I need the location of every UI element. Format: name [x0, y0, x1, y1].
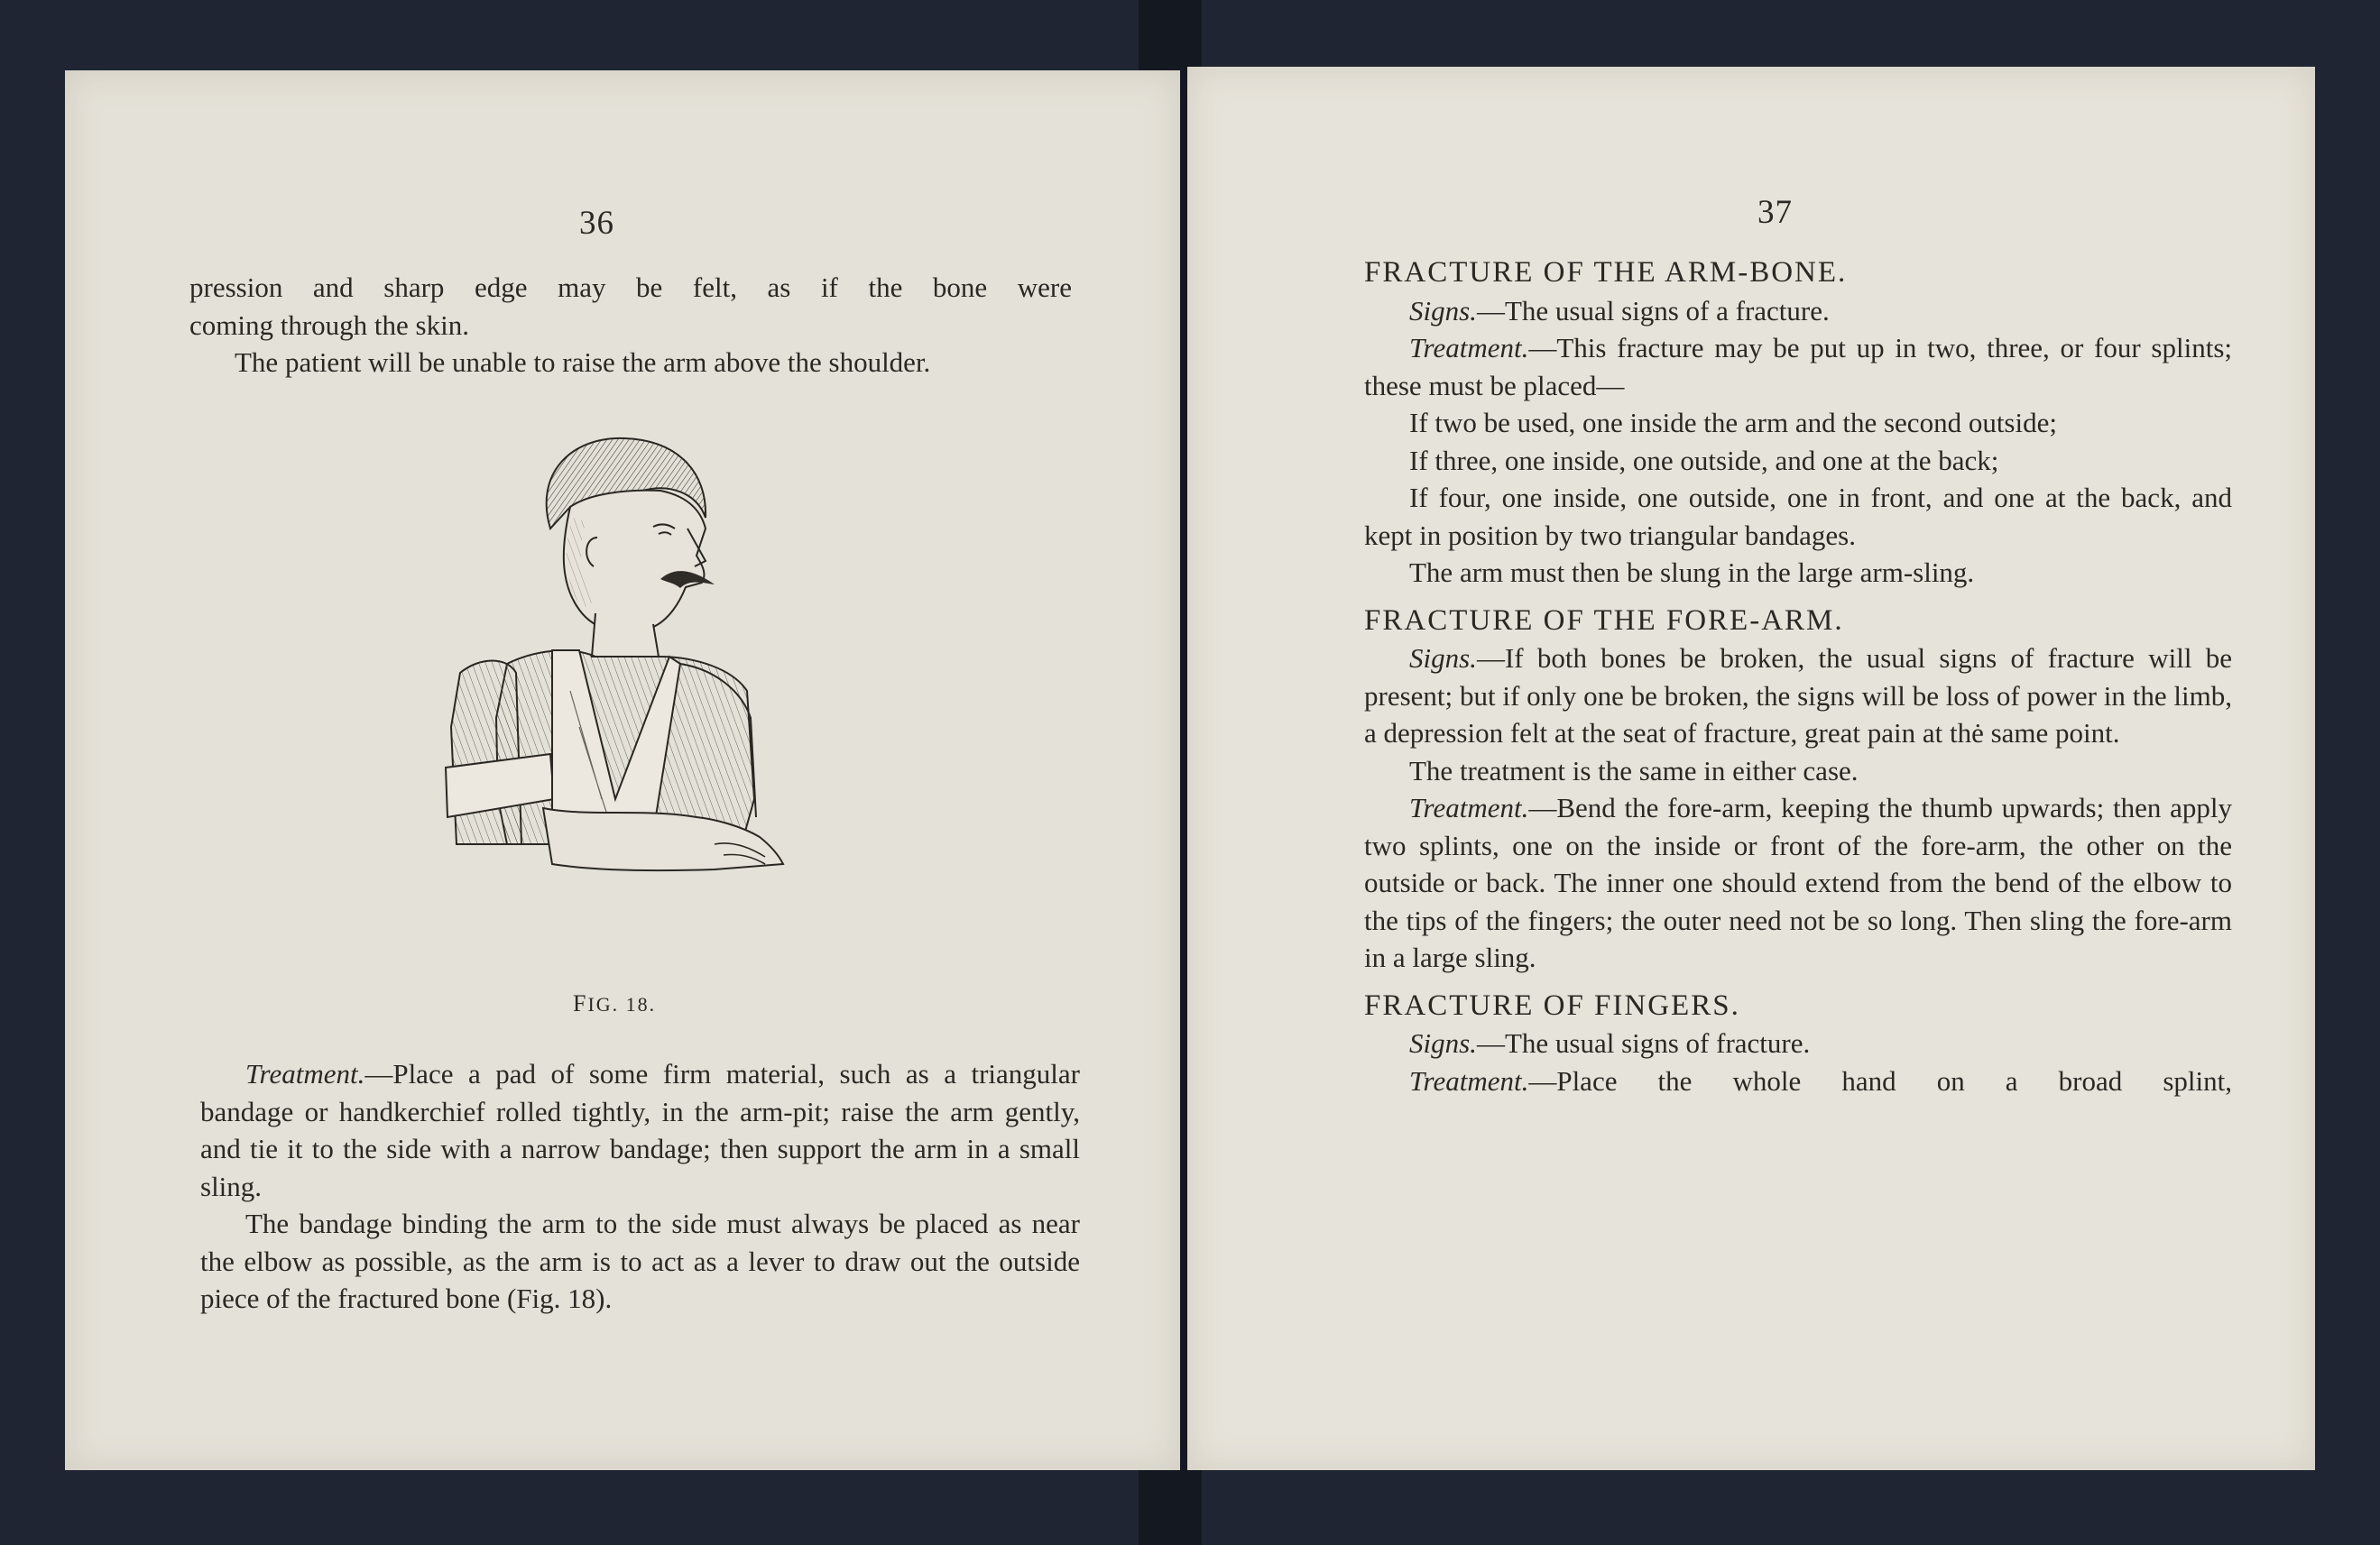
treatment-text: —Place the whole hand on a broad splint,	[1528, 1064, 2232, 1097]
treatment-label: Treatment.	[1409, 1064, 1529, 1097]
caption-rest: IG. 18.	[587, 993, 657, 1016]
treatment-label: Treatment.	[245, 1058, 365, 1090]
treatment-text: —Bend the fore-arm, keeping the thumb upwards; then apply two splints, one on the inside or front of the fore-arm, the other on the outside or back. The inner one should extend from the bend of the elbow to the tips of the fingers; the outer need not be so long. Then sling the fore-arm in a large sling.	[1364, 792, 2232, 973]
signs-text: —The usual signs of fracture.	[1476, 1027, 1811, 1059]
treatment-text: —This fracture may be put up in two, three, or four splints; these must be placed—	[1364, 332, 2232, 401]
heading-arm-bone: FRACTURE OF THE ARM-BONE.	[1364, 256, 1848, 289]
paragraph-if-two: If two be used, one inside the arm and the second outside;	[1409, 407, 2057, 438]
treatment-text: —Place a pad of some firm material, such as a triangular bandage or handkerchief rolled tightly, in the arm-pit; raise the arm gently, and tie it to the side with a narrow bandage; then support the arm in a small sling.	[200, 1058, 1080, 1202]
figure-illustration	[444, 420, 832, 889]
paragraph-signs	[1364, 1025, 2232, 1062]
paragraph-if-three: If three, one inside, one outside, and one at the back;	[1409, 444, 1999, 476]
paragraph: The patient will be unable to raise the arm above the shoulder.	[235, 346, 931, 378]
text-block-bottom	[200, 1055, 1080, 1318]
text-block	[1364, 254, 2232, 1099]
treatment-label: Treatment.	[1409, 792, 1529, 823]
right-page	[1187, 67, 2315, 1470]
paragraph-treatment	[200, 1055, 1080, 1205]
paragraph-bandage: The bandage binding the arm to the side must always be placed as near the elbow as possible, as the arm is to act as a lever to draw out the outside piece of the fractured bone (Fig. 18).	[200, 1208, 1080, 1314]
text-block-top	[189, 269, 1072, 382]
treatment-label: Treatment.	[1409, 332, 1529, 363]
paragraph-treatment	[1364, 329, 2232, 404]
signs-label: Signs.	[1409, 642, 1477, 674]
signs-label: Signs.	[1409, 1027, 1477, 1059]
paragraph-sling: The arm must then be slung in the large arm-sling.	[1409, 556, 1975, 588]
paragraph-signs	[1364, 639, 2232, 752]
paragraph-signs	[1364, 292, 2232, 330]
caption-initial: F	[573, 990, 588, 1016]
heading-fingers: FRACTURE OF FINGERS.	[1364, 989, 1740, 1022]
figure-caption	[573, 990, 656, 1017]
paragraph-treatment	[1364, 789, 2232, 977]
paragraph-treatment	[1364, 1062, 2232, 1100]
text-line: pression and sharp edge may be felt, as if the bone were	[189, 271, 1072, 303]
page-number: 37	[1757, 194, 1793, 231]
paragraph-same-treatment: The treatment is the same in either case.	[1409, 754, 1859, 786]
text-line: coming through the skin.	[189, 308, 469, 341]
signs-text: —The usual signs of a fracture.	[1476, 294, 1830, 326]
paragraph-if-four: If four, one inside, one outside, one in front, and one at the back, and kept in position by two triangular bandages.	[1364, 482, 2232, 551]
left-page	[65, 70, 1180, 1470]
signs-label: Signs.	[1409, 294, 1477, 326]
page-number: 36	[579, 205, 614, 242]
signs-text: —If both bones be broken, the usual signs of fracture will be present; but if only one be broken, the signs will be loss of power in the limb, a depression felt at the seat of fracture, great pain at thė same point.	[1364, 642, 2232, 749]
heading-fore-arm: FRACTURE OF THE FORE-ARM.	[1364, 603, 1844, 637]
